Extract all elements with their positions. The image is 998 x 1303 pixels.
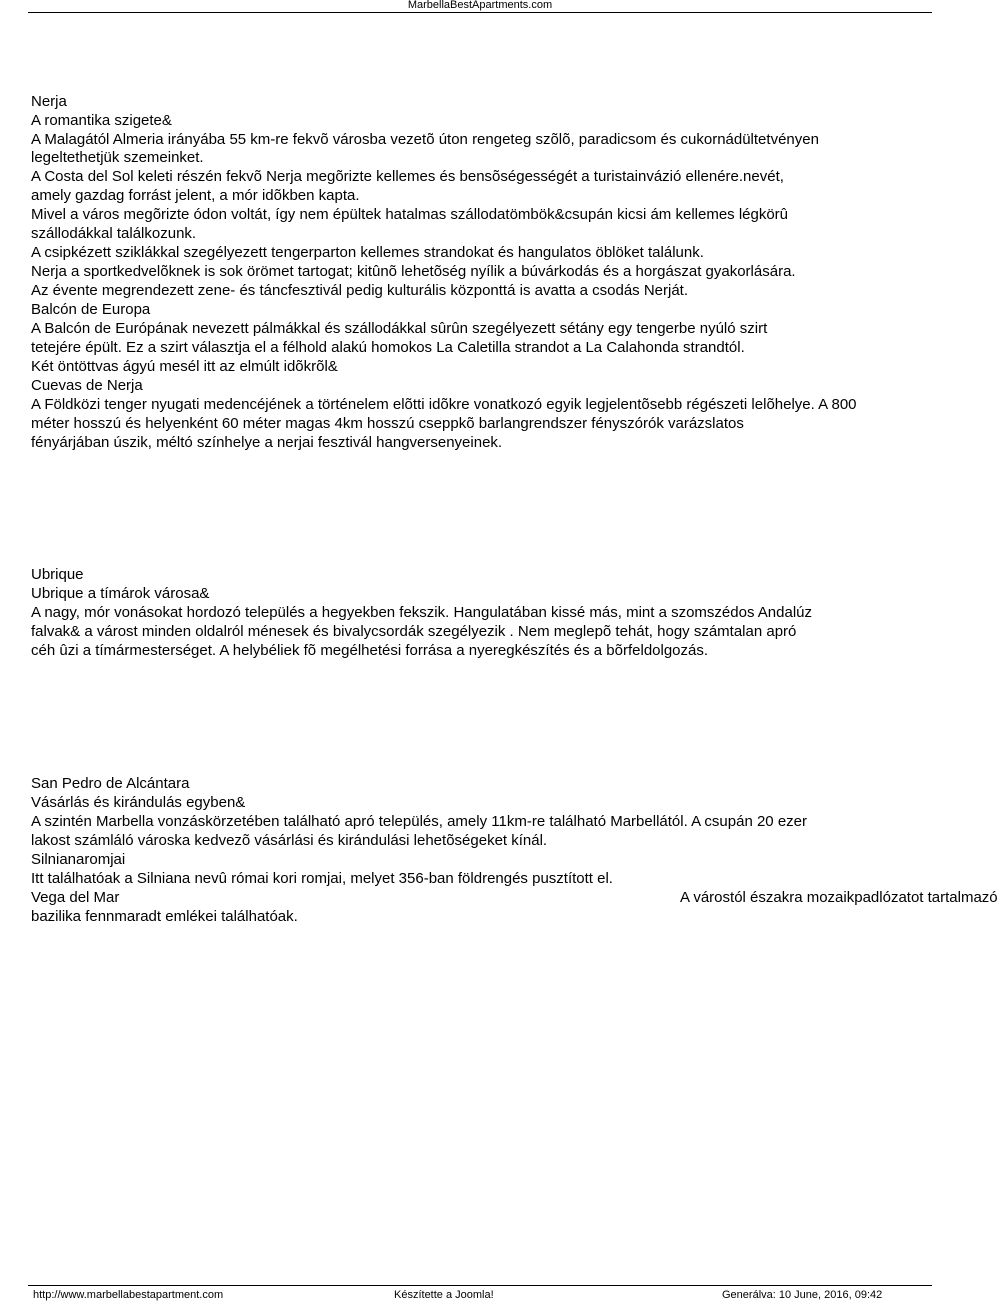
sanpedro-paragraph-line: A szintén Marbella vonzáskörzetében található apró település, amely 11km-re található Marbellától. A csupán 20 ezer (31, 813, 808, 830)
site-header: MarbellaBestApartments.com (407, 0, 553, 11)
nerja-title: Nerja (31, 93, 67, 110)
ubrique-subtitle: Ubrique a tímárok városa& (31, 585, 210, 602)
nerja-paragraph-line: amely gazdag forrást jelent, a mór idõkben kapta. (31, 187, 360, 204)
footer-generated-date: Generálva: 10 June, 2016, 09:42 (722, 1289, 883, 1301)
footer-url-link[interactable]: http://www.marbellabestapartment.com (33, 1289, 224, 1301)
vega-title: Vega del Mar (31, 889, 120, 906)
footer-divider (28, 1285, 932, 1286)
nerja-paragraph-line: Mivel a város megõrizte ódon voltát, így nem épültek hatalmas szállodatömbök&csupán kicsi ám kellemes légkörû (31, 206, 789, 223)
header-divider (28, 12, 932, 13)
nerja-paragraph-line: legeltethetjük szemeinket. (31, 149, 204, 166)
balcon-paragraph-line: Két öntöttvas ágyú mesél itt az elmúlt idõkrõl& (31, 358, 338, 375)
nerja-paragraph-line: A csipkézett sziklákkal szegélyezett tengerparton kellemes strandokat és hangulatos öblöket találunk. (31, 244, 704, 261)
silniana-paragraph-line: Itt találhatóak a Silniana nevû római kori romjai, melyet 356-ban földrengés pusztított el. (31, 870, 613, 887)
balcon-paragraph-line: tetejére épült. Ez a szirt választja el a félhold alakú homokos La Caletilla strandot a La Calahonda strandtól. (31, 339, 745, 356)
nerja-paragraph-line: Az évente megrendezett zene- és táncfesztivál pedig kulturális központtá is avatta a csodás Nerját. (31, 282, 689, 299)
nerja-paragraph-line: A Costa del Sol keleti részén fekvõ Nerja megõrizte kellemes és bensõségességét a turistainvázió ellenére.nevét, (31, 168, 784, 185)
vega-paragraph-line: bazilika fennmaradt emlékei találhatóak. (31, 908, 298, 925)
nerja-subtitle: A romantika szigete& (31, 112, 172, 129)
balcon-title: Balcón de Europa (31, 301, 151, 318)
ubrique-paragraph-line: falvak& a várost minden oldalról ménesek és bivalycsordák szegélyezik . Nem meglepõ tehát, hogy számtalan apró (31, 623, 797, 640)
nerja-paragraph-line: Nerja a sportkedvelõknek is sok örömet tartogat; kitûnõ lehetõség nyílik a búvárkodás és a horgászat gyakorlására. (31, 263, 796, 280)
cuevas-paragraph-line: A Földközi tenger nyugati medencéjének a történelem elõtti idõkre vonatkozó egyik legjelentõsebb régészeti lelõhelye. A 800 (31, 396, 857, 413)
sanpedro-title: San Pedro de Alcántara (31, 775, 190, 792)
nerja-paragraph-line: szállodákkal találkozunk. (31, 225, 197, 242)
sanpedro-subtitle: Vásárlás és kirándulás egyben& (31, 794, 246, 811)
footer-made-with: Készítette a Joomla! (394, 1289, 494, 1301)
nerja-paragraph-line: A Malagától Almeria irányába 55 km-re fekvõ városba vezetõ úton rengeteg szõlõ, paradicsom és cukornádültetvényen (31, 131, 819, 148)
ubrique-paragraph-line: A nagy, mór vonásokat hordozó település a hegyekben fekszik. Hangulatában kissé más, mint a szomszédos Andalúz (31, 604, 812, 621)
ubrique-paragraph-line: céh ûzi a tímármesterséget. A helybéliek fõ megélhetési forrása a nyeregkészítés és a bõrfeldolgozás. (31, 642, 709, 659)
sanpedro-paragraph-line: lakost számláló városka kedvezõ vásárlási és kirándulási lehetõségeket kínál. (31, 832, 548, 849)
cuevas-paragraph-line: fényárjában úszik, méltó színhelye a nerjai fesztivál hangversenyeinek. (31, 434, 503, 451)
cuevas-paragraph-line: méter hosszú és helyenként 60 méter magas 4km hosszú cseppkõ barlangrendszer fényszórók varázslatos (31, 415, 744, 432)
ubrique-title: Ubrique (31, 566, 84, 583)
vega-paragraph-line: A várostól északra mozaikpadlózatot tartalmazó (680, 889, 998, 906)
silniana-title: Silnianaromjai (31, 851, 126, 868)
balcon-paragraph-line: A Balcón de Európának nevezett pálmákkal és szállodákkal sûrûn szegélyezett sétány egy tengerbe nyúló szirt (31, 320, 768, 337)
cuevas-title: Cuevas de Nerja (31, 377, 143, 394)
